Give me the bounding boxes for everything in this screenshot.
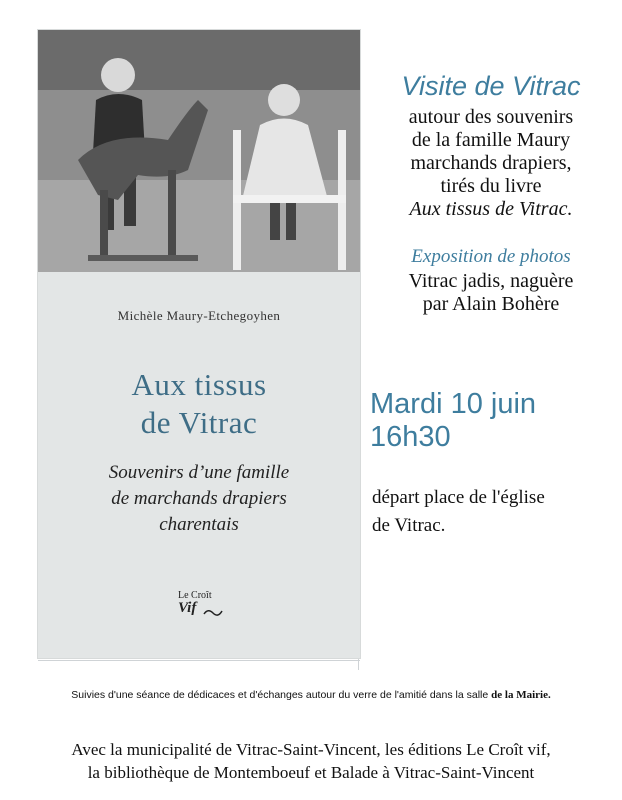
vintage-children-photo [38,30,360,272]
signing-note-text: Suivies d'une séance de dédicaces et d'échanges autour du verre de l'amitié dans la salle [71,689,492,701]
publisher-name: Le Croît [178,590,212,601]
exhibition-text [362,270,620,316]
scan-line [38,660,360,661]
book-author: Michèle Maury-Etchegoyhen [117,308,281,323]
description-line: marchands drapiers, [410,152,572,174]
footer-line: la bibliothèque de Montemboeuf et Balade à Vitrac-Saint-Vincent [87,763,535,782]
book-subtitle-line: Souvenirs d’une famille [108,462,290,483]
book-subtitle [38,460,360,538]
description-line: tirés du livre [440,175,542,197]
departure-line: départ place de l'église [372,487,545,508]
book-subtitle-line: de marchands drapiers [111,488,287,509]
book-title [38,366,360,442]
signing-note [0,689,622,701]
departure-line: de Vitrac. [372,515,446,536]
event-description [362,106,620,221]
event-date-line: Mardi 10 juin [370,388,537,420]
event-title: Visite de Vitrac [401,71,581,101]
departure-info [372,484,622,540]
description-line: autour des souvenirs [408,106,574,128]
book-cover [38,30,360,658]
publisher-name: Vif [178,600,197,616]
description-line: Aux tissus de Vitrac. [409,198,573,220]
signing-note-location: de la Mairie. [491,689,551,701]
exhibition-title: Exposition de photos [411,246,571,267]
partners-footer [0,738,622,784]
description-line: de la famille Maury [411,129,571,151]
exhibition-line: par Alain Bohère [422,293,560,315]
publisher-logo [174,590,234,626]
book-title-line: Aux tissus [131,367,267,402]
footer-line: Avec la municipalité de Vitrac-Saint-Vincent, les éditions Le Croît vif, [71,740,551,759]
book-subtitle-line: charentais [159,514,239,535]
book-title-line: de Vitrac [140,405,258,440]
event-time-line: 16h30 [370,421,451,453]
exhibition-line: Vitrac jadis, naguère [408,270,574,292]
event-date [370,388,620,454]
cover-photo [38,30,360,272]
swirl-icon [202,606,224,620]
